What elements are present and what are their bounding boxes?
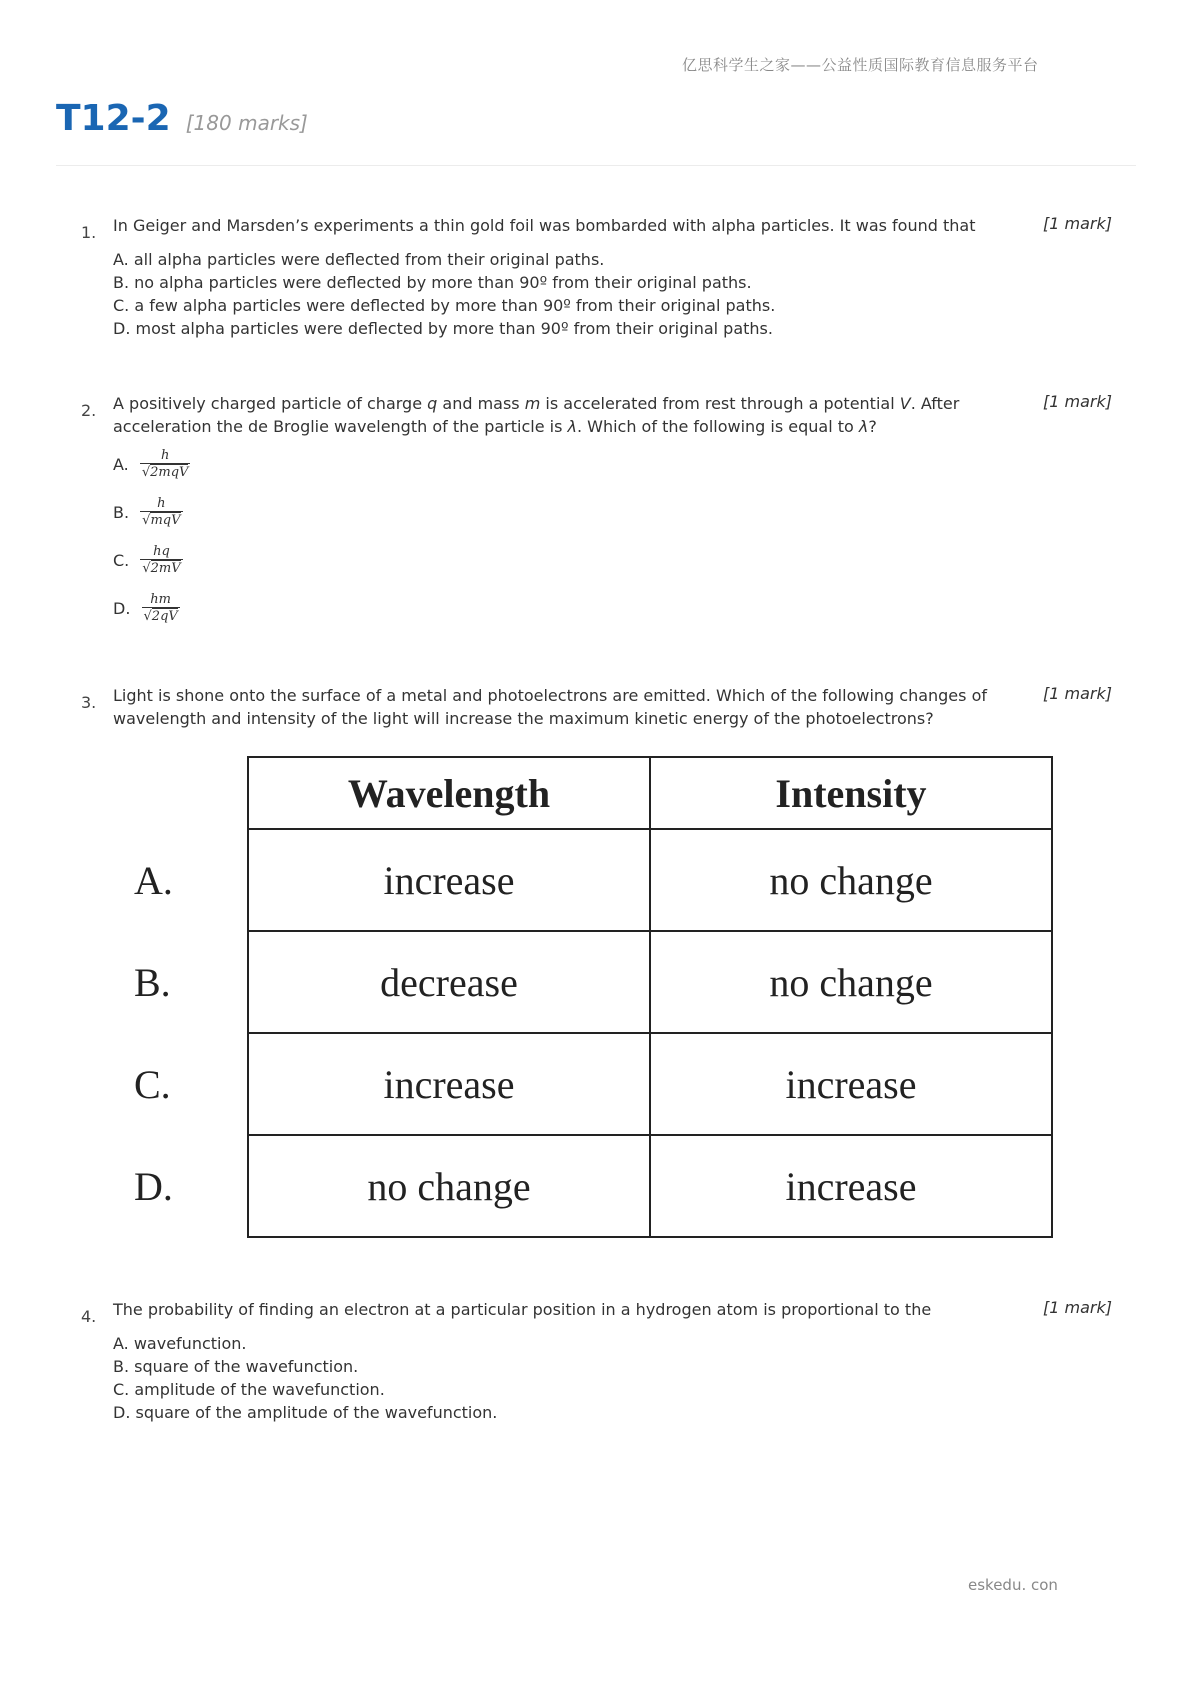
text-part: . Which of the following is equal to xyxy=(576,417,859,436)
question-marks: [1 mark] xyxy=(1043,392,1112,411)
option-d xyxy=(113,592,180,625)
wavelength-cell: decrease xyxy=(248,931,650,1033)
option-a xyxy=(113,448,190,481)
option-c: C. amplitude of the wavefunction. xyxy=(113,1380,385,1399)
option-d: D. most alpha particles were deflected by more than 90º from their original paths. xyxy=(113,319,773,338)
radicand: mqV xyxy=(150,513,181,528)
intensity-cell: no change xyxy=(650,931,1052,1033)
question-text: Light is shone onto the surface of a metal and photoelectrons are emitted. Which of the following changes of wavelength and intensity of the light will increase the maximum kinetic energy of the photoelectrons? xyxy=(113,686,987,728)
question-text xyxy=(113,392,993,438)
question-text: The probability of finding an electron at a particular position in a hydrogen atom is proportional to the xyxy=(113,1300,932,1319)
numerator: hq xyxy=(153,544,170,559)
fraction xyxy=(140,496,182,529)
title-marks: [180 marks] xyxy=(185,111,308,135)
wavelength-cell: increase xyxy=(248,829,650,931)
wavelength-cell: increase xyxy=(248,1033,650,1135)
question-number: 2. xyxy=(81,401,97,420)
numerator: hm xyxy=(150,592,171,607)
text-part: and mass xyxy=(437,394,525,413)
var-q: q xyxy=(427,394,438,413)
table-corner xyxy=(120,757,248,829)
radicand: 2mqV xyxy=(150,465,189,480)
option-label: C. xyxy=(113,551,130,570)
denominator xyxy=(140,559,182,577)
row-label: A. xyxy=(134,857,173,903)
denominator xyxy=(142,607,180,625)
sqrt-icon: √ xyxy=(142,513,151,528)
sqrt-icon: √ xyxy=(142,561,151,576)
text-part: . After acceleration the de Broglie wavelength of the particle is xyxy=(113,394,960,436)
answer-table-grid xyxy=(120,756,1053,1238)
footer-site: eskedu. con xyxy=(968,1576,1058,1594)
option-b: B. square of the wavefunction. xyxy=(113,1357,359,1376)
title-code: T12-2 xyxy=(56,98,171,139)
sqrt-icon: √ xyxy=(143,609,152,624)
table-row xyxy=(120,829,1052,931)
question-number: 3. xyxy=(81,693,97,712)
row-label: C. xyxy=(134,1061,171,1107)
intensity-cell: no change xyxy=(650,829,1052,931)
table-header-row xyxy=(120,757,1052,829)
question-marks: [1 mark] xyxy=(1043,214,1112,233)
column-header-intensity: Intensity xyxy=(650,757,1052,829)
text-part: A positively charged particle of charge xyxy=(113,394,428,413)
fraction xyxy=(142,592,180,625)
intensity-cell: increase xyxy=(650,1033,1052,1135)
option-label: B. xyxy=(113,503,130,522)
option-b xyxy=(113,496,183,529)
question-text: In Geiger and Marsden’s experiments a thin gold foil was bombarded with alpha particles. It was found that xyxy=(113,216,976,235)
option-a: A. wavefunction. xyxy=(113,1334,247,1353)
radicand: 2mV xyxy=(150,561,181,576)
table-row xyxy=(120,931,1052,1033)
table-row xyxy=(120,1033,1052,1135)
option-label: A. xyxy=(113,455,129,474)
row-label: B. xyxy=(134,959,171,1005)
denominator xyxy=(140,463,191,481)
column-header-wavelength: Wavelength xyxy=(248,757,650,829)
denominator xyxy=(140,511,182,529)
option-a: A. all alpha particles were deflected from their original paths. xyxy=(113,250,605,269)
intensity-cell: increase xyxy=(650,1135,1052,1237)
var-m: m xyxy=(524,394,541,413)
text-part: ? xyxy=(868,417,877,436)
row-label: D. xyxy=(134,1163,173,1209)
numerator: h xyxy=(157,496,166,511)
question-marks: [1 mark] xyxy=(1043,1298,1112,1317)
option-list xyxy=(113,1332,497,1424)
option-label: D. xyxy=(113,599,131,618)
option-d: D. square of the amplitude of the wavefunction. xyxy=(113,1403,498,1422)
header-watermark: 亿思科学生之家——公益性质国际教育信息服务平台 xyxy=(682,56,1039,74)
sqrt-icon: √ xyxy=(141,465,151,480)
page-title xyxy=(56,98,308,139)
var-lambda: λ xyxy=(567,417,577,436)
var-lambda: λ xyxy=(858,417,869,436)
fraction xyxy=(140,544,182,577)
fraction xyxy=(140,448,191,481)
radicand: 2qV xyxy=(151,609,178,624)
option-b: B. no alpha particles were deflected by more than 90º from their original paths. xyxy=(113,273,752,292)
question-marks: [1 mark] xyxy=(1043,684,1112,703)
option-list xyxy=(113,248,775,340)
option-c: C. a few alpha particles were deflected by more than 90º from their original paths. xyxy=(113,296,776,315)
text-part: is accelerated from rest through a potential xyxy=(540,394,900,413)
answer-table xyxy=(120,756,1053,1238)
wavelength-cell: no change xyxy=(248,1135,650,1237)
title-divider xyxy=(56,165,1136,166)
question-number: 1. xyxy=(81,223,97,242)
option-c xyxy=(113,544,183,577)
var-v: V xyxy=(899,394,911,413)
question-number: 4. xyxy=(81,1307,97,1326)
table-row xyxy=(120,1135,1052,1237)
numerator: h xyxy=(160,448,170,463)
